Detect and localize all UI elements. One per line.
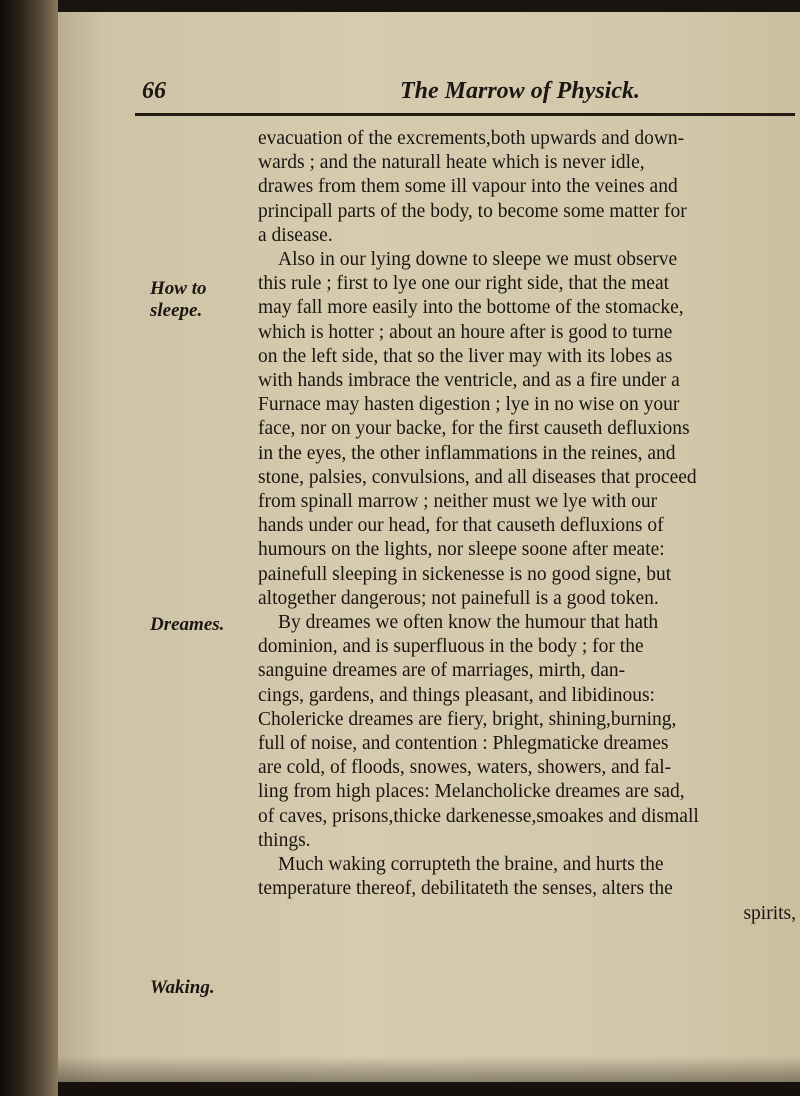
text-line: which is hotter ; about an houre after is good to turne xyxy=(258,321,673,343)
text-line: humours on the lights, nor sleepe soone after meate: xyxy=(258,539,665,561)
text-line: Much waking corrupteth the braine, and hurts the xyxy=(278,854,664,876)
text-line: dominion, and is superfluous in the body ; for the xyxy=(258,636,644,658)
text-line: drawes from them some ill vapour into the veines and xyxy=(258,176,678,198)
page-number: 66 xyxy=(142,78,166,104)
text-line: hands under our head, for that causeth defluxions of xyxy=(258,515,664,537)
text-line: cings, gardens, and things pleasant, and libidinous: xyxy=(258,684,655,706)
text-line: are cold, of floods, snowes, waters, showers, and fal- xyxy=(258,757,672,779)
text-line: this rule ; first to lye one our right side, that the meat xyxy=(258,273,670,295)
text-line: may fall more easily into the bottome of the stomacke, xyxy=(258,297,684,319)
catchword: spirits, xyxy=(743,902,796,924)
text-line: wards ; and the naturall heate which is never idle, xyxy=(258,152,645,174)
margin-note-waking: Waking. xyxy=(150,977,215,998)
text-line: Also in our lying downe to sleepe we must observe xyxy=(278,249,678,271)
text-line: evacuation of the excrements,both upwards and down- xyxy=(258,128,685,149)
text-line: with hands imbrace the ventricle, and as a fire under a xyxy=(258,370,680,392)
margin-note-sleep-line-2: sleepe. xyxy=(150,300,203,321)
text-line: face, nor on your backe, for the first causeth defluxions xyxy=(258,418,690,440)
text-line: of caves, prisons,thicke darkenesse,smoakes and dismall xyxy=(258,805,699,827)
text-line: By dreames we often know the humour that hath xyxy=(278,612,659,634)
text-line: sanguine dreames are of marriages, mirth, dan- xyxy=(258,660,626,682)
book-gutter xyxy=(0,0,58,1096)
text-line: in the eyes, the other inflammations in the reines, and xyxy=(258,442,676,464)
text-line: painefull sleeping in sickenesse is no good signe, but xyxy=(258,563,672,585)
text-line: temperature thereof, debilitateth the senses, alters the xyxy=(258,878,673,900)
text-line: principall parts of the body, to become some matter for xyxy=(258,200,687,222)
header-rule xyxy=(135,113,795,116)
margin-note-sleep xyxy=(150,278,206,322)
text-line: a disease. xyxy=(258,224,333,246)
margin-note-dreams: Dreames. xyxy=(150,614,225,635)
body-text xyxy=(258,127,798,926)
text-line: ling from high places: Melancholicke dreames are sad, xyxy=(258,781,685,803)
running-title: The Marrow of Physick. xyxy=(400,78,640,104)
text-line: stone, palsies, convulsions, and all diseases that proceed xyxy=(258,466,697,488)
margin-note-sleep-line-1: How to xyxy=(150,278,207,299)
text-line: things. xyxy=(258,829,311,851)
page-bottom-shadow xyxy=(58,1056,800,1096)
text-line: Cholericke dreames are fiery, bright, shining,burning, xyxy=(258,708,677,730)
text-line: from spinall marrow ; neither must we lye with our xyxy=(258,491,658,513)
text-line: on the left side, that so the liver may with its lobes as xyxy=(258,345,673,367)
text-line: altogether dangerous; not painefull is a good token. xyxy=(258,587,659,609)
text-line: full of noise, and contention : Phlegmaticke dreames xyxy=(258,733,669,755)
text-line: Furnace may hasten digestion ; lye in no wise on your xyxy=(258,394,680,416)
